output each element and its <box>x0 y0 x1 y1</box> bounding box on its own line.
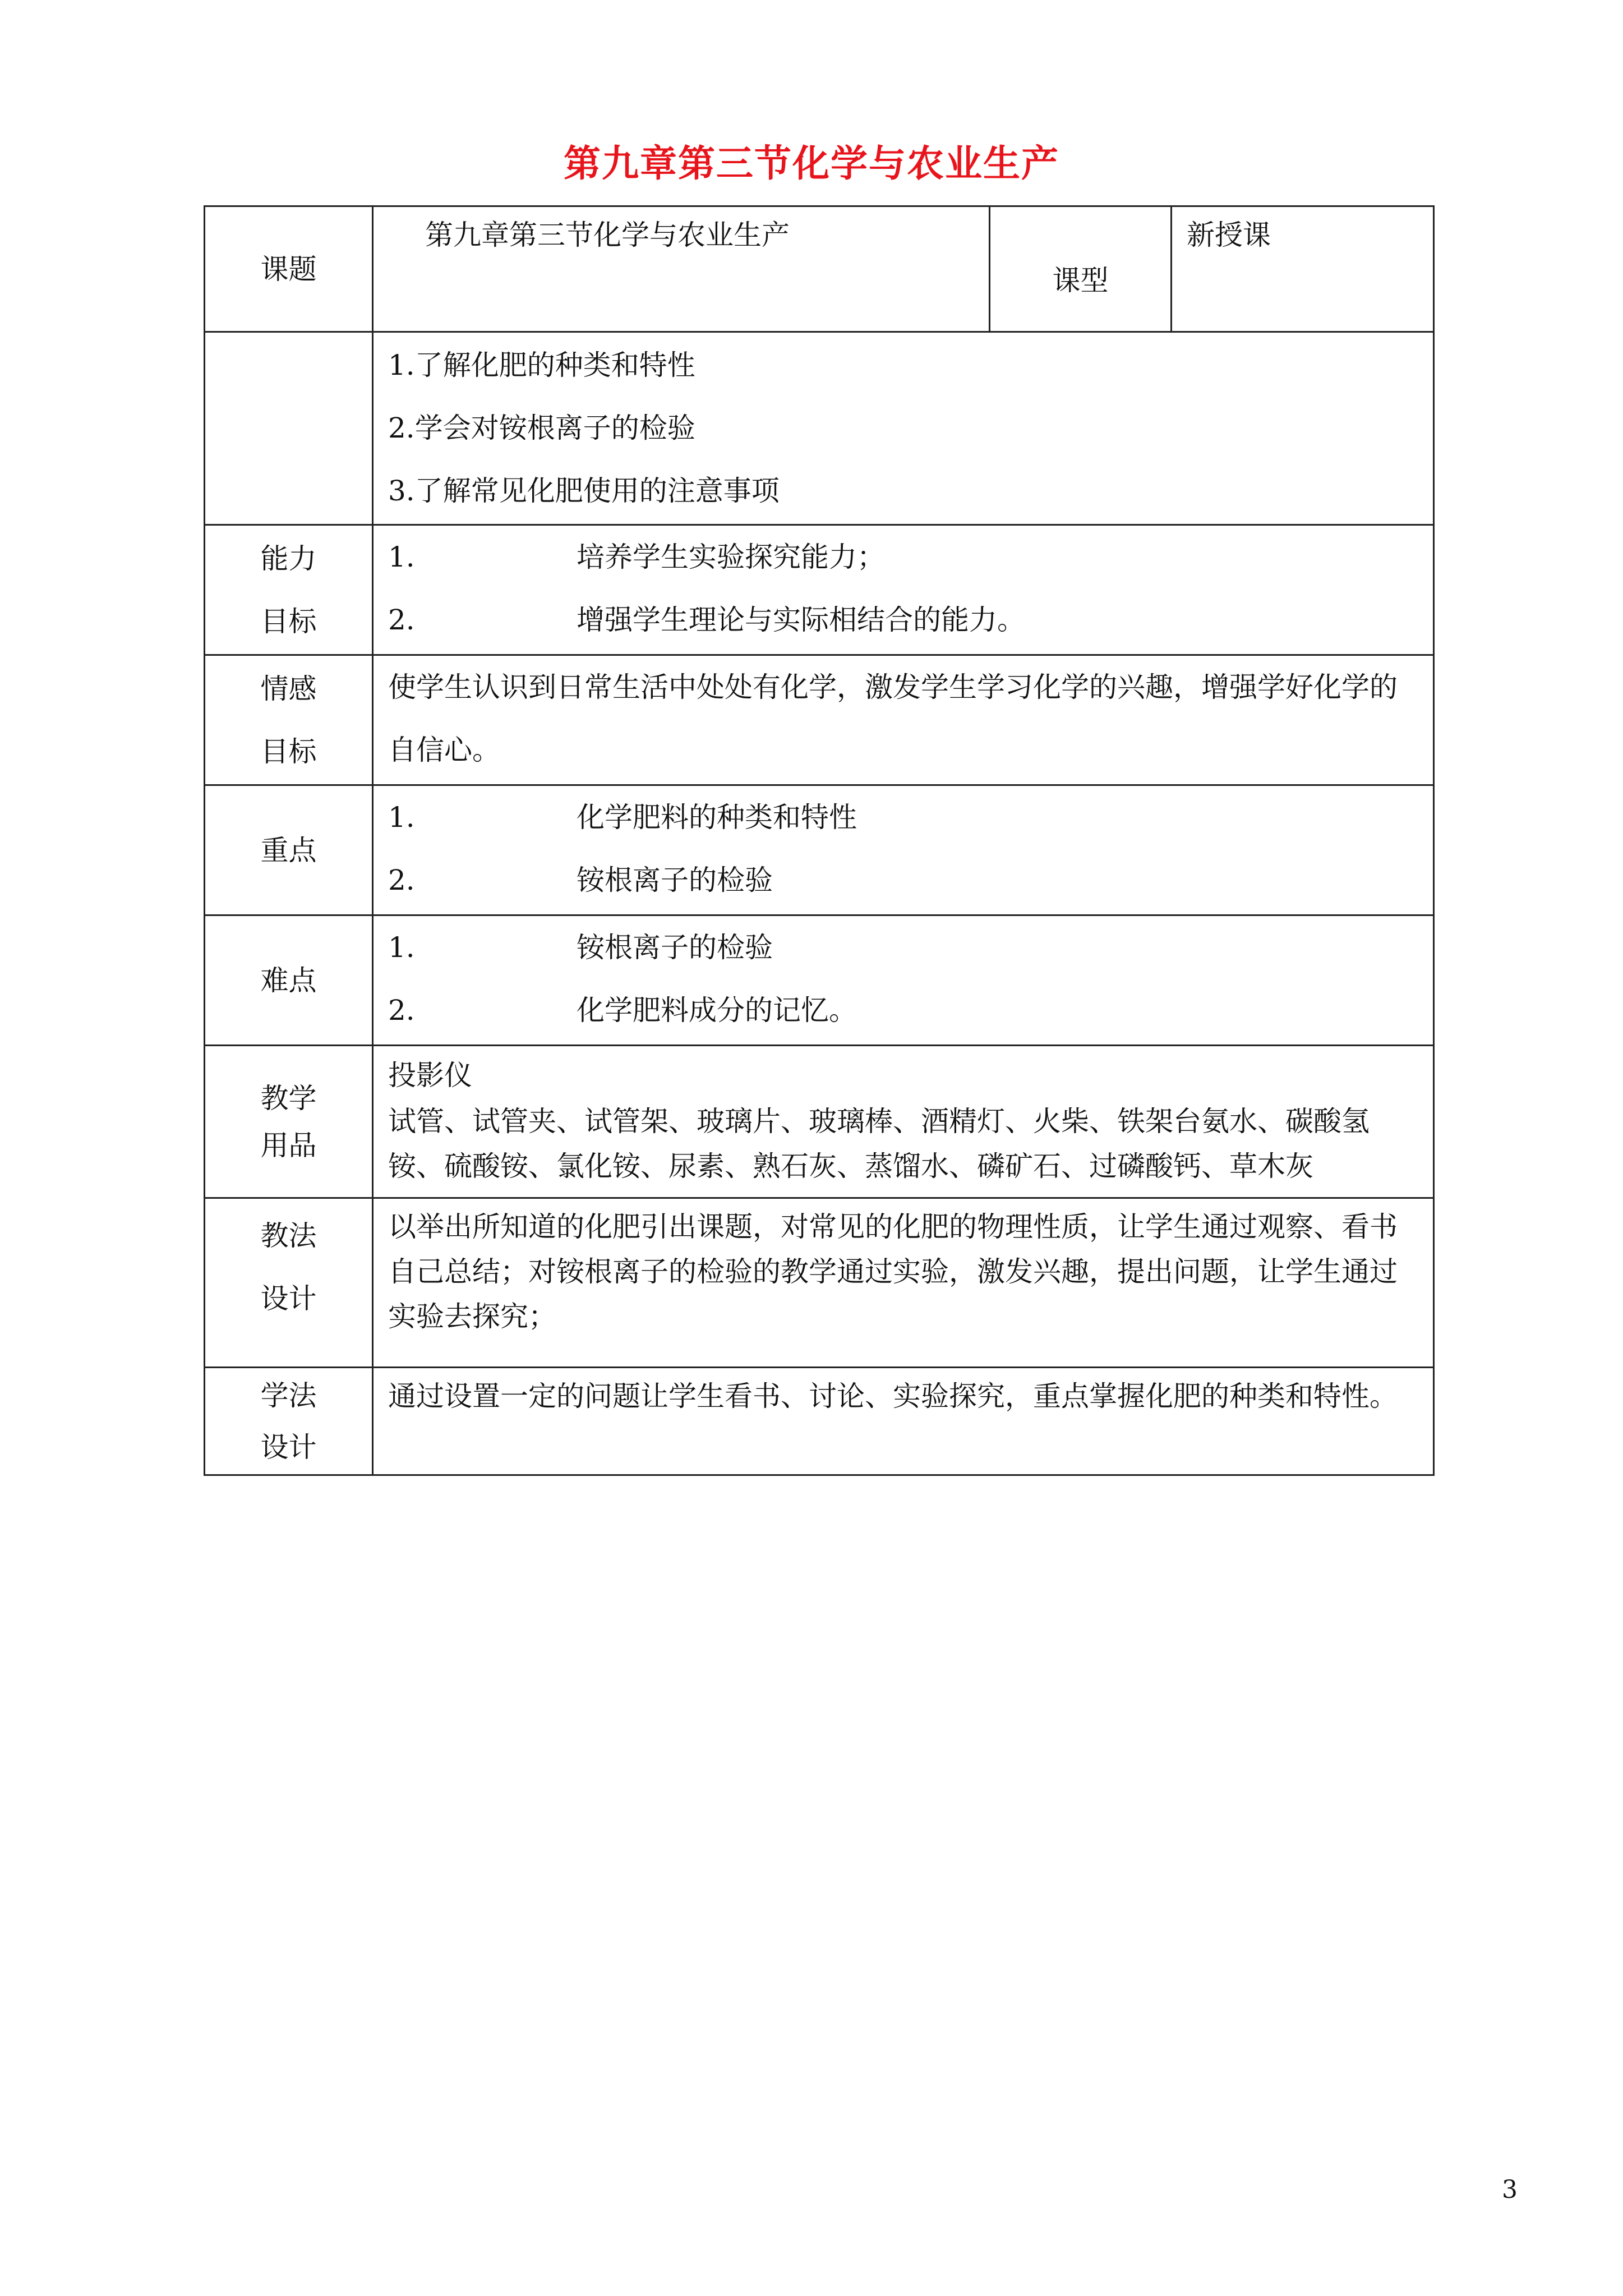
item-text: 铵根离子的检验 <box>577 931 773 964</box>
difficulty-item <box>388 979 1423 1042</box>
subject-label: 课题 <box>205 206 373 332</box>
page-number: 3 <box>1502 2175 1518 2204</box>
emotion-content: 使学生认识到日常生活中处处有化学，激发学生学习化学的兴趣，增强学好化学的自信心。 <box>373 655 1434 785</box>
subject-value: 第九章第三节化学与农业生产 <box>373 206 990 332</box>
item-number: 2. <box>388 604 415 636</box>
page-title: 第九章第三节化学与农业生产 <box>564 141 1059 185</box>
item-number: 2. <box>388 864 415 896</box>
type-value: 新授课 <box>1172 206 1434 332</box>
materials-label <box>205 1046 373 1198</box>
row-teaching-method <box>205 1198 1434 1368</box>
difficulties-label: 难点 <box>205 915 373 1046</box>
item-number: 1. <box>388 931 415 964</box>
materials-projector: 投影仪 <box>388 1059 472 1092</box>
key-point-item <box>388 786 1423 849</box>
learning-method-label <box>205 1368 373 1475</box>
label-line: 用品 <box>260 1129 317 1162</box>
item-text: 增强学生理论与实际相结合的能力。 <box>577 604 1025 636</box>
emotion-label <box>205 655 373 785</box>
difficulty-item <box>388 916 1423 979</box>
item-number: 2. <box>388 994 415 1027</box>
ability-label <box>205 525 373 655</box>
knowledge-item: 3.了解常见化肥使用的注意事项 <box>388 475 780 507</box>
item-number: 1. <box>388 801 415 834</box>
label-line: 目标 <box>260 735 317 768</box>
knowledge-content <box>373 332 1434 525</box>
row-difficulties <box>205 915 1434 1046</box>
row-learning-method <box>205 1368 1434 1475</box>
knowledge-item: 2.学会对铵根离子的检验 <box>388 412 695 444</box>
materials-list: 试管、试管夹、试管架、玻璃片、玻璃棒、酒精灯、火柴、铁架台氨水、碳酸氢铵、硫酸铵、氯化铵、尿素、熟石灰、蒸馏水、磷矿石、过磷酸钙、草木灰 <box>388 1105 1370 1182</box>
difficulties-content <box>373 915 1434 1046</box>
ability-content <box>373 525 1434 655</box>
knowledge-label <box>205 332 373 525</box>
row-key-points <box>205 785 1434 915</box>
teaching-method-content: 以举出所知道的化肥引出课题，对常见的化肥的物理性质，让学生通过观察、看书自己总结；对铵根离子的检验的教学通过实验，激发兴趣，提出问题，让学生通过实验去探究； <box>373 1198 1434 1368</box>
label-line: 学法 <box>260 1379 317 1412</box>
item-text: 培养学生实验探究能力； <box>577 541 885 573</box>
key-point-item <box>388 849 1423 912</box>
item-text: 化学肥料成分的记忆。 <box>577 994 857 1027</box>
row-knowledge <box>205 332 1434 525</box>
label-line: 情感 <box>260 672 317 705</box>
item-text: 化学肥料的种类和特性 <box>577 801 857 834</box>
type-label: 课型 <box>990 206 1172 332</box>
label-line: 目标 <box>260 605 317 638</box>
learning-method-content: 通过设置一定的问题让学生看书、讨论、实验探究，重点掌握化肥的种类和特性。 <box>373 1368 1434 1475</box>
row-materials <box>205 1046 1434 1198</box>
lesson-plan-table <box>204 205 1435 1476</box>
item-text: 铵根离子的检验 <box>577 864 773 896</box>
teaching-method-label <box>205 1198 373 1368</box>
label-line: 教法 <box>260 1220 317 1252</box>
row-ability <box>205 525 1434 655</box>
label-line: 设计 <box>260 1282 317 1315</box>
row-emotion <box>205 655 1434 785</box>
item-number: 1. <box>388 541 415 573</box>
row-subject <box>205 206 1434 332</box>
label-line: 教学 <box>260 1082 317 1115</box>
knowledge-item: 1.了解化肥的种类和特性 <box>388 349 695 381</box>
key-points-label: 重点 <box>205 785 373 915</box>
materials-content <box>373 1046 1434 1198</box>
label-line: 设计 <box>260 1430 317 1464</box>
label-line: 能力 <box>260 542 317 575</box>
ability-item <box>388 526 1423 588</box>
key-points-content <box>373 785 1434 915</box>
ability-item <box>388 588 1423 651</box>
